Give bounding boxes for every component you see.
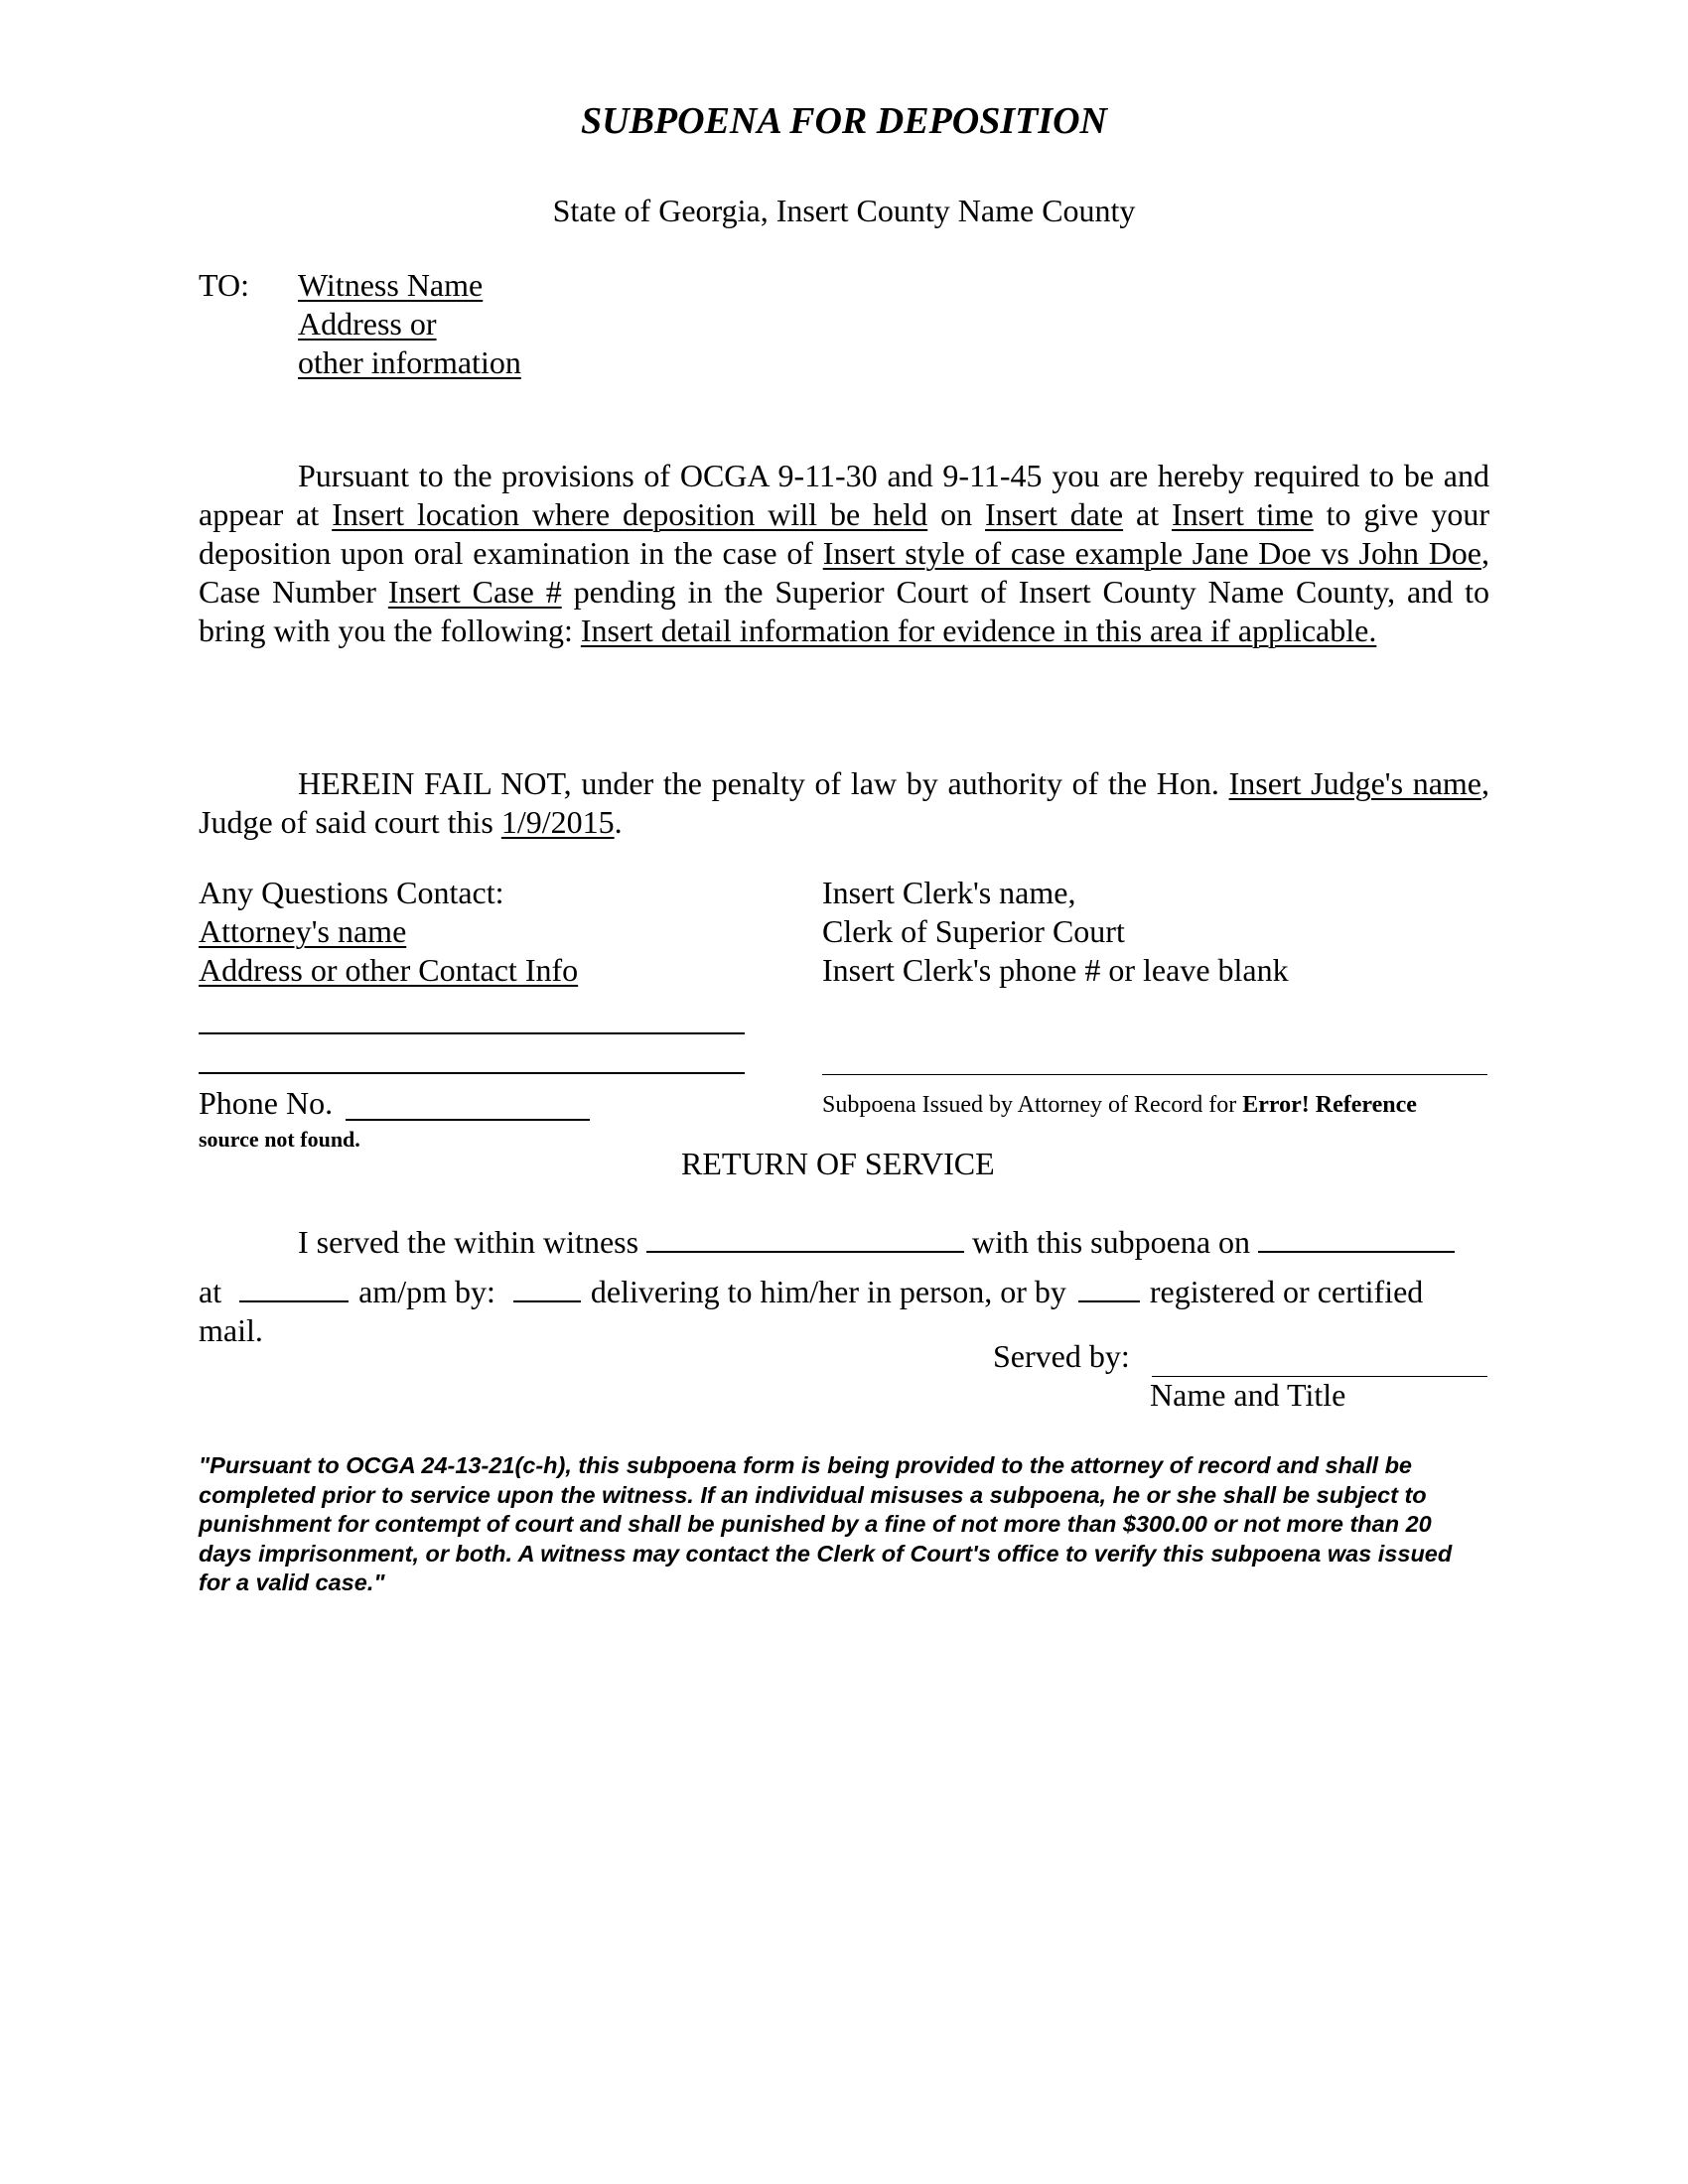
- attorney-signature-line-2: [199, 1072, 745, 1074]
- name-and-title-label: Name and Title: [1150, 1377, 1346, 1413]
- state-county-line: State of Georgia, Insert County Name County: [552, 193, 1136, 228]
- issue-date: 1/9/2015: [500, 804, 615, 840]
- document-title: SUBPOENA FOR DEPOSITION: [581, 100, 1107, 142]
- error-source-not-found: source not found.: [199, 1127, 360, 1152]
- deposition-time: Insert time: [1172, 496, 1314, 532]
- case-number: Insert Case #: [387, 574, 562, 610]
- attorney-signature-line-1: [199, 1032, 745, 1034]
- served-date-blank: [1258, 1223, 1455, 1253]
- deposition-location: Insert location where deposition will be held: [332, 496, 928, 532]
- return-of-service-heading: RETURN OF SERVICE: [681, 1146, 995, 1181]
- attorney-contact-info: Address or other Contact Info: [199, 952, 579, 988]
- herein-fail-not-paragraph: HEREIN FAIL NOT, under the penalty of law by authority of the Hon. Insert Judge's name, Judge of said court this 1/9/2015.: [199, 765, 1490, 840]
- deposition-paragraph: Pursuant to the provisions of OCGA 9-11-30 and 9-11-45 you are hereby required to be and appear at Insert location where deposition will be held on Insert date at Insert time to give your deposition upon oral examination in the case of Insert style of case example Jane Doe vs John Doe, Case Number Insert Case # pending in the Superior Court of Insert County Name County, and to bring with you the following: Insert detail information for evidence in this area if applicable.: [199, 458, 1490, 648]
- served-witness-blank: [646, 1223, 964, 1253]
- to-label: TO:: [199, 267, 249, 303]
- clerk-phone: Insert Clerk's phone # or leave blank: [822, 952, 1289, 988]
- judge-name: Insert Judge's name: [1228, 765, 1482, 801]
- phone-blank: [346, 1119, 590, 1121]
- phone-label: Phone No.: [199, 1085, 334, 1121]
- clerk-title: Clerk of Superior Court: [822, 913, 1125, 949]
- clerk-signature-line: [822, 1074, 1487, 1075]
- deposition-date: Insert date: [985, 496, 1124, 532]
- attorney-name: Attorney's name: [199, 913, 407, 949]
- mail-blank: [1078, 1273, 1140, 1302]
- error-reference: Error! Reference: [1242, 1092, 1417, 1118]
- mail-word: mail.: [199, 1312, 263, 1348]
- witness-name: Witness Name: [298, 267, 484, 303]
- issued-by-attorney-line: Subpoena Issued by Attorney of Record for Error! Reference: [822, 1092, 1417, 1118]
- ocga-notice: "Pursuant to OCGA 24-13-21(c-h), this subpoena form is being provided to the attorney of record and shall be completed prior to service upon the witness. If an individual misuses a subpoena, he or she shall be subject to punishment for contempt of court and shall be punished by a fine of not more than $300.00 or not more than 20 days imprisonment, or both. A witness may contact the Clerk of Court's office to verify this subpoena was issued for a valid case.": [199, 1452, 1453, 1595]
- served-witness-line: I served the within witness with this subpoena on: [298, 1223, 1463, 1262]
- contact-heading: Any Questions Contact:: [199, 875, 504, 910]
- case-style: Insert style of case example Jane Doe vs John Doe: [822, 535, 1482, 571]
- evidence-detail: Insert detail information for evidence in this area if applicable.: [580, 613, 1377, 648]
- served-by-label: Served by:: [993, 1338, 1130, 1374]
- service-method-line: at am/pm by: delivering to him/her in person, or by registered or certified: [199, 1274, 1424, 1309]
- witness-address: Address or: [298, 306, 437, 341]
- in-person-blank: [513, 1273, 581, 1302]
- clerk-name: Insert Clerk's name,: [822, 875, 1076, 910]
- witness-other-info: other information: [298, 344, 521, 380]
- served-time-blank: [239, 1273, 349, 1302]
